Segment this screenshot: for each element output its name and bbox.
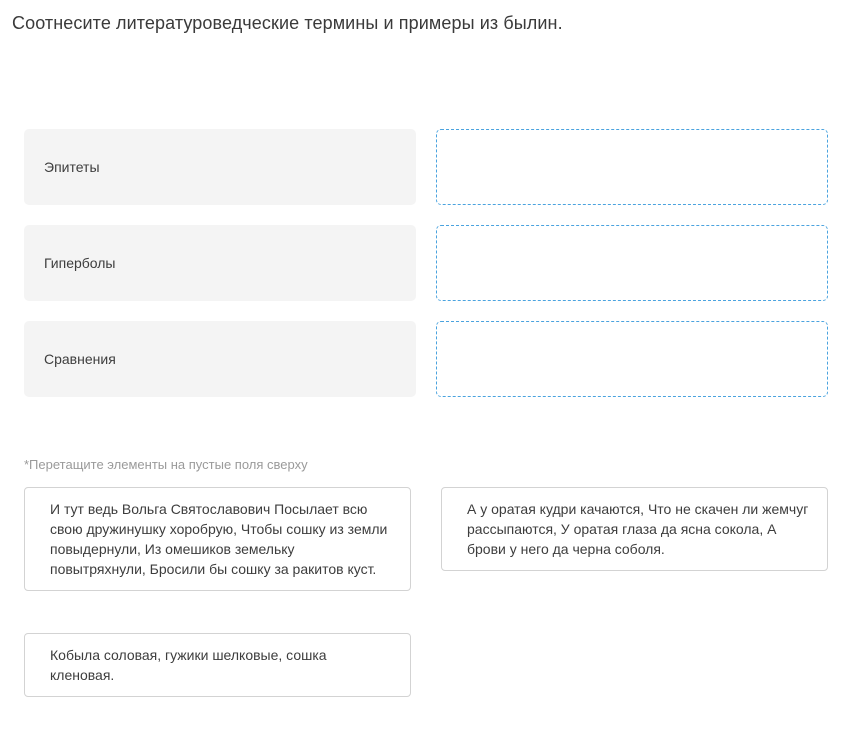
drop-zone-comparisons[interactable] [436, 321, 828, 397]
term-hyperboles: Гиперболы [24, 225, 416, 301]
draggable-card-kobyla[interactable]: Кобыла соловая, гужики шелковые, сошка кленовая. [24, 633, 411, 697]
drop-zone-epithets[interactable] [436, 129, 828, 205]
drag-hint: *Перетащите элементы на пустые поля сверху [24, 457, 308, 472]
task-title: Соотнесите литературоведческие термины и примеры из былин. [12, 13, 563, 33]
drop-zone-hyperboles[interactable] [436, 225, 828, 301]
term-comparisons: Сравнения [24, 321, 416, 397]
draggable-card-oratay[interactable]: А у оратая кудри качаются, Что не скачен ли жемчуг рассыпаются, У оратая глаза да ясна сокола, А брови у него да черна соболя. [441, 487, 828, 571]
draggable-card-volga[interactable]: И тут ведь Вольга Святославович Посылает всю свою дружинушку хоробрую, Чтобы сошку из земли повыдернули, Из омешиков земельку повытряхнули, Бросили бы сошку за ракитов куст. [24, 487, 411, 591]
term-epithets: Эпитеты [24, 129, 416, 205]
